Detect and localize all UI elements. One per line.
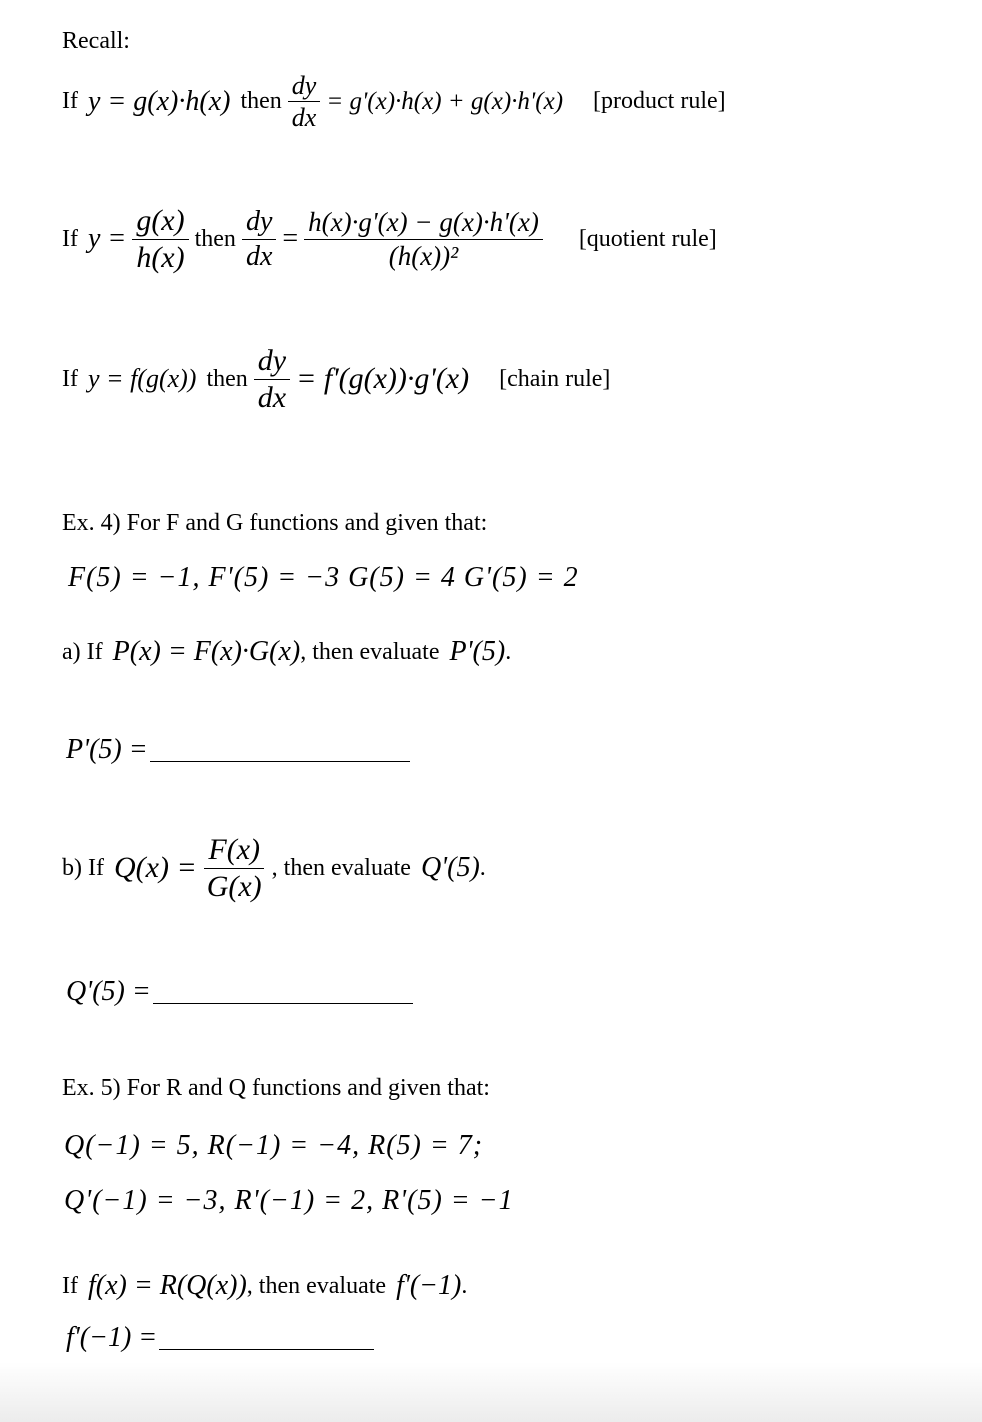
quotient-lhs: y = bbox=[87, 223, 127, 254]
quotient-rhs-num: h(x)·g'(x) − g(x)·h'(x) bbox=[304, 208, 543, 239]
product-rhs: = g'(x)·h(x) + g(x)·h'(x) bbox=[326, 87, 564, 115]
part-b-answer-blank[interactable] bbox=[153, 981, 413, 1004]
part-a-target: P'(5) bbox=[449, 636, 506, 667]
part-b-den: G(x) bbox=[206, 869, 262, 903]
quotient-if: If bbox=[62, 225, 78, 252]
part-b-answer-line bbox=[66, 976, 413, 1008]
part-a-prefix: a) If bbox=[62, 638, 103, 665]
ex5-answer-blank[interactable] bbox=[159, 1327, 374, 1350]
chain-dy: dy bbox=[254, 345, 290, 380]
recall-title: Recall: bbox=[62, 28, 130, 54]
part-a-suffix: , then evaluate bbox=[300, 638, 440, 665]
product-lhs: y = g(x)·h(x) bbox=[87, 85, 231, 117]
quotient-rule-line bbox=[62, 205, 717, 273]
part-a-expr: P(x) = F(x)·G(x) bbox=[112, 636, 301, 667]
part-a-answer-label: P'(5) = bbox=[66, 734, 148, 765]
page-bottom-shadow bbox=[0, 1362, 982, 1422]
part-b-num: F(x) bbox=[204, 834, 264, 869]
part-b-lhs: Q(x) = bbox=[113, 851, 197, 884]
product-dy: dy bbox=[288, 72, 321, 102]
part-a-end: . bbox=[505, 638, 512, 665]
ex5-question bbox=[62, 1270, 467, 1302]
ex5-given-line1: Q(−1) = 5, R(−1) = −4, R(5) = 7; bbox=[64, 1130, 484, 1161]
ex5-question-suffix: , then evaluate bbox=[246, 1272, 387, 1299]
ex4-heading: Ex. 4) For F and G functions and given that: bbox=[62, 510, 488, 536]
product-then: then bbox=[240, 88, 282, 115]
quotient-dx: dx bbox=[245, 240, 273, 272]
part-b-target: Q'(5) bbox=[420, 852, 480, 883]
ex5-question-target: f'(−1) bbox=[396, 1270, 462, 1301]
quotient-rule-tag: [quotient rule] bbox=[578, 225, 717, 252]
part-a-answer-blank[interactable] bbox=[150, 739, 410, 762]
ex5-answer-line bbox=[66, 1322, 374, 1354]
product-rule-tag: [product rule] bbox=[593, 88, 726, 115]
product-if: If bbox=[62, 88, 78, 115]
quotient-lhs-num: g(x) bbox=[132, 205, 188, 240]
product-dx: dx bbox=[291, 103, 317, 133]
ex5-given-line2: Q'(−1) = −3, R'(−1) = 2, R'(5) = −1 bbox=[64, 1185, 514, 1216]
quotient-dy: dy bbox=[242, 207, 276, 239]
chain-rule-line bbox=[62, 345, 610, 413]
quotient-dydx bbox=[242, 207, 276, 271]
chain-lhs: y = f(g(x)) bbox=[87, 364, 197, 393]
ex5-heading: Ex. 5) For R and Q functions and given that: bbox=[62, 1075, 490, 1101]
quotient-eq: = bbox=[282, 223, 299, 254]
quotient-rhs-den: (h(x))² bbox=[388, 240, 459, 271]
ex4-part-b bbox=[62, 834, 486, 902]
chain-dx: dx bbox=[257, 380, 287, 414]
ex5-question-expr: f(x) = R(Q(x)) bbox=[87, 1270, 247, 1301]
product-dydx bbox=[288, 72, 321, 132]
part-b-fraction bbox=[203, 834, 266, 902]
product-rule-line bbox=[62, 72, 726, 132]
ex4-given-values: F(5) = −1, F'(5) = −3 G(5) = 4 G'(5) = 2 bbox=[68, 562, 579, 593]
quotient-lhs-fraction bbox=[132, 205, 188, 273]
part-b-end: . bbox=[479, 854, 486, 881]
part-a-answer-line bbox=[66, 734, 410, 766]
ex5-question-end: . bbox=[461, 1272, 468, 1299]
part-b-suffix: , then evaluate bbox=[271, 854, 411, 881]
chain-rhs: = f'(g(x))·g'(x) bbox=[296, 362, 470, 395]
chain-then: then bbox=[206, 365, 248, 392]
quotient-then: then bbox=[194, 225, 236, 252]
ex4-part-a bbox=[62, 636, 511, 668]
chain-rule-tag: [chain rule] bbox=[499, 365, 611, 392]
ex5-question-prefix: If bbox=[62, 1272, 78, 1299]
quotient-lhs-den: h(x) bbox=[136, 240, 185, 274]
quotient-rhs-fraction bbox=[304, 208, 543, 270]
ex5-answer-label: f'(−1) = bbox=[66, 1322, 158, 1353]
chain-dydx bbox=[254, 345, 290, 413]
part-b-answer-label: Q'(5) = bbox=[66, 976, 151, 1007]
chain-if: If bbox=[62, 365, 78, 392]
part-b-prefix: b) If bbox=[62, 854, 104, 881]
